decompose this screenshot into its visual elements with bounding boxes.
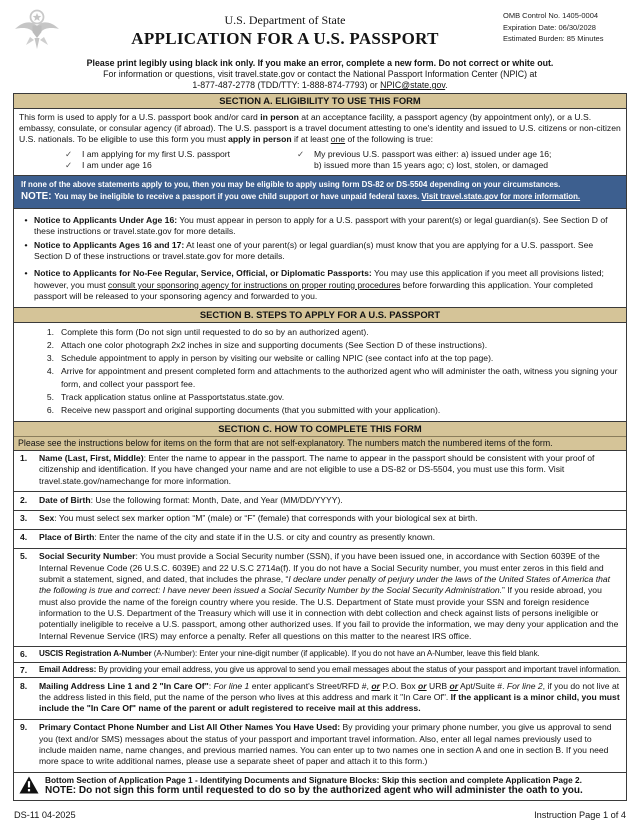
item-text: Email Address: By providing your email address, you give us approval to send you email messages about the status of your passport and important travel information. <box>39 664 621 674</box>
item-number: 1. <box>20 453 28 464</box>
item-text: Place of Birth: Enter the name of the city and state if in the U.S. or city and country as presently known. <box>39 532 435 543</box>
item-number: 9. <box>20 722 28 733</box>
item-number: 8. <box>20 680 28 691</box>
eligibility-checklist <box>19 149 621 172</box>
item-6-uscis-a-number <box>14 646 626 662</box>
agency-name: U.S. Department of State <box>224 13 346 27</box>
warning-triangle-icon <box>19 776 39 796</box>
item-number: 4. <box>20 532 28 543</box>
check-icon: ✓ <box>65 159 73 170</box>
note-bar-line2: NOTE: You may be ineligible to receive a passport if you owe child support or have unpaid federal taxes. Visit travel.state.gov for more information. <box>21 191 581 203</box>
form-title: APPLICATION FOR A U.S. PASSPORT <box>131 29 439 48</box>
section-a-body <box>14 108 626 175</box>
warning-text <box>45 775 621 797</box>
section-c-header: SECTION C. HOW TO COMPLETE THIS FORM <box>14 421 626 436</box>
print-instruction: Please print legibly using black ink only. If you make an error, complete a new form. Do not correct or white out. <box>86 58 554 68</box>
step-5 <box>14 391 626 404</box>
item-number: 6. <box>20 648 28 659</box>
warning-line2: NOTE: Do not sign this form until requested to do so by the authorized agent who will administer the oath to you. <box>45 785 583 797</box>
item-4-place-of-birth <box>14 529 626 548</box>
bullet-icon: • <box>24 268 28 279</box>
header-titles <box>67 7 503 49</box>
checklist-label: I am applying for my first U.S. passport <box>82 148 231 159</box>
step-3 <box>14 352 626 365</box>
checklist-left-column <box>65 149 297 172</box>
item-text: Name (Last, First, Middle): Enter the name to appear in the passport. The name to appear in the passport should be consistent with your proof of citizenship and identification. If you have changed your name and are not eligible to use a DS-82 or DS-5504, you must use this form. Visit travel.state.gov/namechange for more information. <box>39 453 595 486</box>
item-text: Mailing Address Line 1 and 2 "In Care Of": For line 1 enter applicant's Street/RFD #, or P.O. Box or URB or Apt/Suite #. For line 2, if you do not live at the address listed in this field, put the name of the person who lives at this address and mark it "In Care Of". If the applicant is a minor child, you must include the "In Care Of" name of the parent or adult registered to receive mail at this address. <box>39 680 620 714</box>
checklist-label-continued: b) issued more than 15 years ago; c) lost, stolen, or damaged <box>314 159 549 170</box>
phone-line <box>13 80 627 90</box>
checklist-right-column <box>297 149 621 172</box>
warning-line1: Bottom Section of Application Page 1 - Identifying Documents and Signature Blocks: Skip this section and complete Application Page 2. <box>45 774 582 785</box>
step-1 <box>14 326 626 339</box>
item-number: 7. <box>20 664 28 675</box>
item-number: 2. <box>20 494 28 505</box>
item-text: USCIS Registration A-Number (A-Number): Enter your nine-digit number (if applicable). If you do not have an A-Number, leave this field blank. <box>39 648 540 658</box>
step-text: Track application status online at Passportstatus.state.gov. <box>61 391 285 402</box>
checklist-item-under-16 <box>65 160 297 171</box>
notice-under-age-16 <box>18 215 622 238</box>
item-text: Primary Contact Phone Number and List All Other Names You Have Used: By providing your primary phone number, you give us approval to send you (text and/or SMS) messages about the status of your passport and important travel information. Also, enter all legal names previously used to include maiden name, name changes, and previous married names. You can enter up to two names one in section A and one in section B. If you need more space to write additional names, please use a separate sheet of paper and attach it to this form.) <box>39 722 612 767</box>
item-2-date-of-birth <box>14 491 626 510</box>
check-icon: ✓ <box>65 148 73 159</box>
notice-text: Notice to Applicants Ages 16 and 17: At least one of your parent(s) or legal guardian(s) must know that you are applying for a U.S. passport. See Section D of these instructions or travel.state.gov for more details. <box>34 239 594 261</box>
step-number: 6. <box>46 404 54 415</box>
info-line: For information or questions, visit travel.state.gov or contact the National Passport Information Center (NPIC) at <box>103 69 537 79</box>
item-3-sex <box>14 510 626 529</box>
form-number: DS-11 04-2025 <box>14 810 76 821</box>
step-text: Schedule appointment to apply in person by visiting our website or calling NPIC (see contact info at the top page). <box>61 353 494 364</box>
page-footer <box>13 810 627 820</box>
form-header <box>13 7 627 55</box>
bullet-icon: • <box>24 214 28 225</box>
ds82-ds5504-note-bar <box>14 175 626 208</box>
section-b-header: SECTION B. STEPS TO APPLY FOR A U.S. PASSPORT <box>14 307 626 322</box>
step-text: Complete this form (Do not sign until requested to do so by an authorized agent). <box>61 327 369 338</box>
item-9-phone-and-other-names <box>14 719 626 772</box>
checklist-label: My previous U.S. passport was either: a) issued under age 16; <box>314 148 552 159</box>
notice-text: Notice to Applicants for No-Fee Regular, Service, Official, or Diplomatic Passports: You may use this application if you meet all provisions listed; however, you must consult your sponsoring agency for instructions on proper routing procedures before forwarding this application. Your completed passport will be released to your sponsoring agency and forwarded to you. <box>34 268 604 302</box>
checklist-item-previous-passport <box>297 149 621 160</box>
omb-block <box>503 7 627 45</box>
notice-ages-16-17 <box>18 240 622 263</box>
item-text: Date of Birth: Use the following format: Month, Date, and Year (MM/DD/YYYY). <box>39 494 343 505</box>
phone-line-end: . <box>445 80 448 90</box>
item-5-social-security-number <box>14 548 626 646</box>
step-number: 4. <box>46 366 54 377</box>
step-number: 2. <box>46 340 54 351</box>
signature-warning-row <box>14 772 626 800</box>
section-a-header: SECTION A. ELIGIBILITY TO USE THIS FORM <box>14 94 626 108</box>
notice-text: Notice to Applicants Under Age 16: You must appear in person to apply for a U.S. passport with your parent(s) or legal guardian(s). See Section D of these instructions or travel.state.gov for more details. <box>34 214 608 237</box>
step-text: Arrive for appointment and present completed form and attachments to the authorized agent who will administer the oath, witness you signing your form, and collect your passport fee. <box>61 366 618 389</box>
step-text: Attach one color photograph 2x2 inches in size and supporting documents (See Section D of these instructions). <box>61 340 488 351</box>
section-a-intro: This form is used to apply for a U.S. passport book and/or card in person at an acceptance facility, a passport agency (by appointment only), or a U.S. embassy, consulate, or consular agency (if abroad). The U.S. passport is a travel document attesting to one's identity and issued to U.S. citizens or non-citizen U.S. nationals. To be eligible to use this form you must apply in person if at least one of the following is true: <box>19 112 621 145</box>
step-number: 3. <box>46 353 54 364</box>
note-bar-line1: If none of the above statements apply to you, then you may be eligible to apply using form DS-82 or DS-5504 depending on your circumstances. <box>21 180 561 190</box>
omb-estimated-burden: Estimated Burden: 85 Minutes <box>503 34 604 44</box>
item-1-name <box>14 450 626 492</box>
section-c-intro: Please see the instructions below for items on the form that are not self-explanatory. The numbers match the numbered items of the form. <box>14 436 626 450</box>
omb-expiration-date: Expiration Date: 06/30/2028 <box>503 22 596 32</box>
npic-email-link[interactable]: NPIC@state.gov <box>380 80 446 90</box>
notice-no-fee-passports <box>18 268 622 302</box>
page-indicator: Instruction Page 1 of 4 <box>534 810 626 821</box>
item-number: 3. <box>20 513 28 524</box>
checklist-item-first-passport <box>65 149 297 160</box>
numbered-instructions <box>14 450 626 772</box>
step-4 <box>14 365 626 391</box>
step-number: 5. <box>46 391 54 402</box>
step-text: Receive new passport and original supporting documents (that you submitted with your application). <box>61 404 441 415</box>
phone-numbers: 1-877-487-2778 (TDD/TTY: 1-888-874-7793) or <box>192 80 381 90</box>
item-text: Social Security Number: You must provide a Social Security number (SSN), if you have been issued one, in accordance with Section 6039E of the Internal Revenue Code (26 U.S.C. 6039E) and 22 U.S.C 2714a(f). If you do not have a Social Security number, you must enter zeros in this field and submit a statement, signed, and dated, that includes the phrase, “I declare under penalty of perjury under the laws of the United States of America that the following is true and correct: I have never been issued a Social Security Number by the Social Security Administration.” If you reside abroad, you must also provide the name of the foreign country where you reside. The U.S. Department of State must provide your SSN and foreign residence information to the U.S. Department of the Treasury which will use it in connection with debt collection and check against lists of persons ineligible or potentially ineligible to receive a U.S. passport, among other authorized uses. If you fail to provide the information, we may deny your application and the Internal Revenue Service (IRS) may enforce a penalty. Refer all questions on this matter to the nearest IRS office. <box>39 551 619 641</box>
step-2 <box>14 339 626 352</box>
item-7-email-address <box>14 662 626 678</box>
item-text: Sex: You must select sex marker option “M” (male) or “F” (female) that corresponds with your biological sex at birth. <box>39 513 478 524</box>
item-8-mailing-address <box>14 677 626 719</box>
step-number: 1. <box>46 327 54 338</box>
step-6 <box>14 404 626 417</box>
checklist-label: I am under age 16 <box>82 159 152 170</box>
applicant-notices <box>14 208 626 307</box>
omb-control-number: OMB Control No. 1405-0004 <box>503 11 599 20</box>
bullet-icon: • <box>24 239 28 250</box>
instruction-table <box>13 93 627 801</box>
item-number: 5. <box>20 551 28 562</box>
great-seal-icon <box>13 7 67 55</box>
check-icon: ✓ <box>297 148 305 159</box>
steps-list <box>14 322 626 420</box>
